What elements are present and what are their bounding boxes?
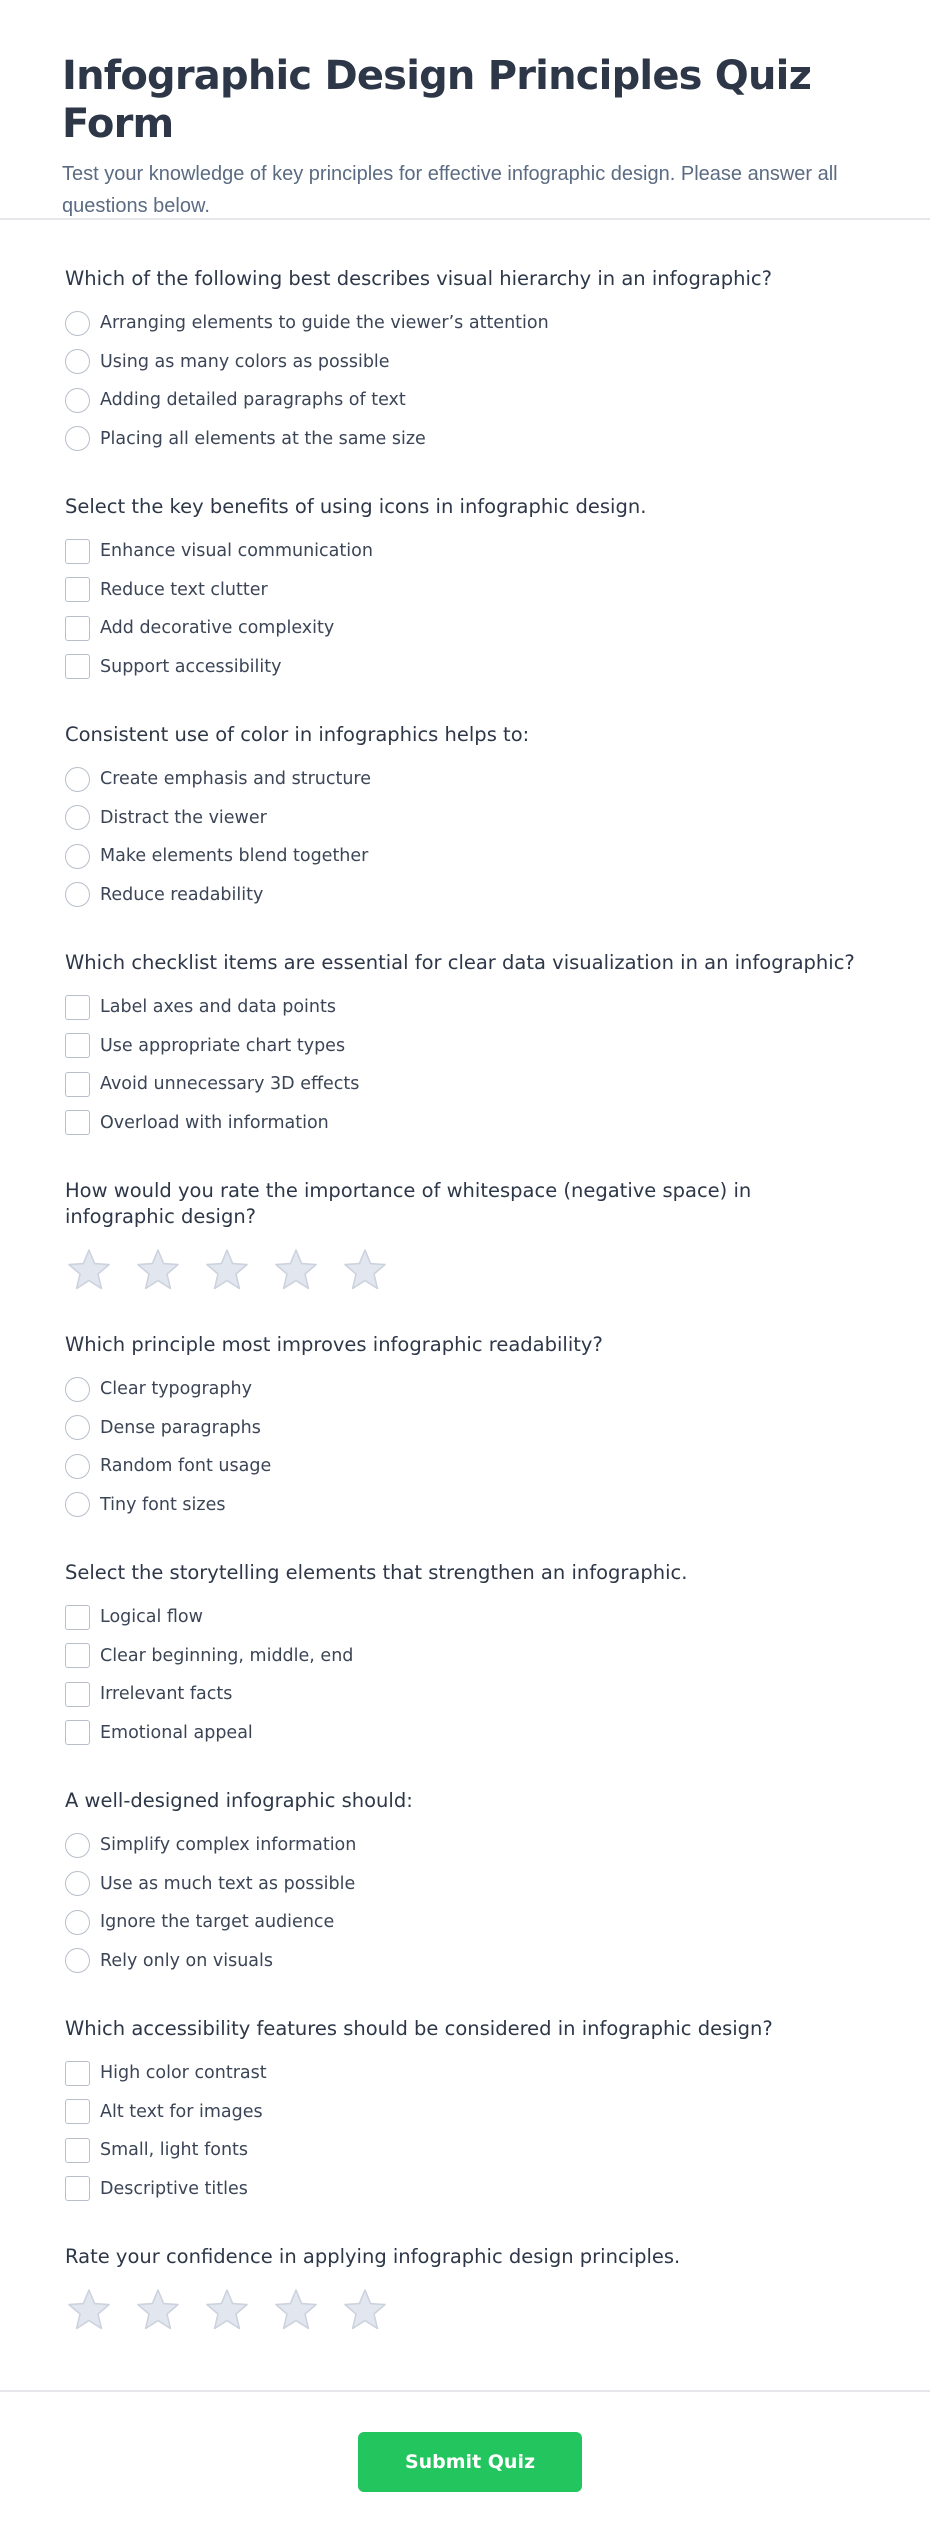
checkbox[interactable] <box>65 539 90 564</box>
option-label: Adding detailed paragraphs of text <box>100 390 406 411</box>
question-title: Select the storytelling elements that strengthen an infographic. <box>65 1561 688 1584</box>
option-label: Tiny font sizes <box>100 1494 226 1515</box>
star-rating <box>65 1242 930 1294</box>
radio-option[interactable] <box>65 381 930 420</box>
option-label: Clear beginning, middle, end <box>100 1645 354 1666</box>
checkbox[interactable] <box>65 1720 90 1745</box>
checkbox-option[interactable] <box>65 1598 930 1637</box>
question-title: Rate your confidence in applying infographic design principles. <box>65 2245 681 2268</box>
checkbox-option[interactable] <box>65 1065 930 1104</box>
option-label: Use appropriate chart types <box>100 1035 346 1056</box>
radio-option[interactable] <box>65 837 930 876</box>
option-label: Logical flow <box>100 1607 203 1628</box>
page-title: Infographic Design Principles Quiz Form <box>62 53 812 147</box>
option-label: Add decorative complexity <box>100 618 335 639</box>
question-5 <box>65 1178 930 1294</box>
radio-option[interactable] <box>65 343 930 382</box>
option-label: Small, light fonts <box>100 2140 249 2161</box>
checkbox[interactable] <box>65 1682 90 1707</box>
radio-option[interactable] <box>65 1409 930 1448</box>
radio-button[interactable] <box>65 1415 90 1440</box>
checkbox[interactable] <box>65 577 90 602</box>
option-label: Ignore the target audience <box>100 1912 335 1933</box>
radio-option[interactable] <box>65 876 930 915</box>
option-label: Overload with information <box>100 1112 329 1133</box>
radio-button[interactable] <box>65 1948 90 1973</box>
submit-quiz-button[interactable]: Submit Quiz <box>358 2432 582 2492</box>
question-10 <box>65 2244 930 2334</box>
option-label: Create emphasis and structure <box>100 769 372 790</box>
option-label: Enhance visual communication <box>100 541 373 562</box>
checkbox-option[interactable] <box>65 988 930 1027</box>
radio-option[interactable] <box>65 304 930 343</box>
radio-button[interactable] <box>65 844 90 869</box>
star-icon[interactable] <box>65 1246 113 1294</box>
star-icon[interactable] <box>272 2286 320 2334</box>
question-title: How would you rate the importance of whitespace (negative space) in infographic design? <box>65 1179 752 1228</box>
checkbox-option[interactable] <box>65 2054 930 2093</box>
question-8 <box>65 1788 930 1980</box>
option-label: Reduce text clutter <box>100 579 268 600</box>
checkbox-option[interactable] <box>65 648 930 687</box>
option-label: Random font usage <box>100 1456 272 1477</box>
option-label: Make elements blend together <box>100 846 369 867</box>
checkbox-option[interactable] <box>65 1027 930 1066</box>
radio-option[interactable] <box>65 1826 930 1865</box>
checkbox-option[interactable] <box>65 1714 930 1753</box>
option-label: Rely only on visuals <box>100 1950 273 1971</box>
radio-button[interactable] <box>65 1910 90 1935</box>
option-label: Use as much text as possible <box>100 1873 356 1894</box>
checkbox-option[interactable] <box>65 1675 930 1714</box>
radio-button[interactable] <box>65 426 90 451</box>
question-1 <box>65 266 930 458</box>
radio-button[interactable] <box>65 1492 90 1517</box>
radio-button[interactable] <box>65 1871 90 1896</box>
checkbox[interactable] <box>65 1643 90 1668</box>
question-title: Which of the following best describes visual hierarchy in an infographic? <box>65 267 773 290</box>
star-rating <box>65 2282 930 2334</box>
radio-option[interactable] <box>65 1865 930 1904</box>
option-label: Label axes and data points <box>100 997 336 1018</box>
radio-button[interactable] <box>65 767 90 792</box>
option-label: Dense paragraphs <box>100 1417 261 1438</box>
radio-option[interactable] <box>65 799 930 838</box>
star-icon[interactable] <box>341 1246 389 1294</box>
question-title: Consistent use of color in infographics helps to: <box>65 723 530 746</box>
checkbox[interactable] <box>65 1110 90 1135</box>
star-icon[interactable] <box>134 2286 182 2334</box>
option-label: Emotional appeal <box>100 1722 253 1743</box>
checkbox[interactable] <box>65 2099 90 2124</box>
page-subtitle: Test your knowledge of key principles for effective infographic design. Please answer all questions below. <box>62 163 838 217</box>
checkbox-option[interactable] <box>65 532 930 571</box>
checkbox[interactable] <box>65 995 90 1020</box>
question-title: Which accessibility features should be considered in infographic design? <box>65 2017 773 2040</box>
question-title: Which checklist items are essential for clear data visualization in an infographic? <box>65 951 855 974</box>
question-2 <box>65 494 930 686</box>
checkbox[interactable] <box>65 654 90 679</box>
option-label: Clear typography <box>100 1379 252 1400</box>
checkbox[interactable] <box>65 2138 90 2163</box>
radio-button[interactable] <box>65 1377 90 1402</box>
radio-button[interactable] <box>65 388 90 413</box>
option-label: Avoid unnecessary 3D effects <box>100 1074 360 1095</box>
checkbox[interactable] <box>65 1605 90 1630</box>
checkbox-option[interactable] <box>65 609 930 648</box>
question-9 <box>65 2016 930 2208</box>
radio-button[interactable] <box>65 1454 90 1479</box>
option-label: Irrelevant facts <box>100 1684 233 1705</box>
checkbox[interactable] <box>65 616 90 641</box>
checkbox[interactable] <box>65 2176 90 2201</box>
option-label: Alt text for images <box>100 2101 263 2122</box>
checkbox-option[interactable] <box>65 571 930 610</box>
radio-button[interactable] <box>65 349 90 374</box>
checkbox-option[interactable] <box>65 2170 930 2209</box>
option-label: Simplify complex information <box>100 1835 357 1856</box>
checkbox-option[interactable] <box>65 2093 930 2132</box>
radio-option[interactable] <box>65 1370 930 1409</box>
star-icon[interactable] <box>203 2286 251 2334</box>
radio-button[interactable] <box>65 311 90 336</box>
star-icon[interactable] <box>341 2286 389 2334</box>
star-icon[interactable] <box>203 1246 251 1294</box>
radio-button[interactable] <box>65 805 90 830</box>
questions-list <box>0 220 930 2334</box>
question-6 <box>65 1332 930 1524</box>
checkbox-option[interactable] <box>65 2131 930 2170</box>
form-footer <box>0 2390 930 2541</box>
checkbox[interactable] <box>65 2061 90 2086</box>
star-icon[interactable] <box>134 1246 182 1294</box>
radio-option[interactable] <box>65 420 930 459</box>
radio-option[interactable] <box>65 1903 930 1942</box>
radio-button[interactable] <box>65 1833 90 1858</box>
star-icon[interactable] <box>272 1246 320 1294</box>
question-4 <box>65 950 930 1142</box>
question-title: Which principle most improves infographic readability? <box>65 1333 603 1356</box>
checkbox[interactable] <box>65 1033 90 1058</box>
radio-option[interactable] <box>65 1447 930 1486</box>
option-label: Arranging elements to guide the viewer’s attention <box>100 313 549 334</box>
checkbox[interactable] <box>65 1072 90 1097</box>
star-icon[interactable] <box>65 2286 113 2334</box>
radio-option[interactable] <box>65 1942 930 1981</box>
form-header <box>0 0 930 220</box>
option-label: Using as many colors as possible <box>100 351 390 372</box>
option-label: Reduce readability <box>100 884 264 905</box>
radio-option[interactable] <box>65 1486 930 1525</box>
question-3 <box>65 722 930 914</box>
checkbox-option[interactable] <box>65 1104 930 1143</box>
radio-button[interactable] <box>65 882 90 907</box>
option-label: Placing all elements at the same size <box>100 428 426 449</box>
option-label: Descriptive titles <box>100 2178 248 2199</box>
option-label: Distract the viewer <box>100 807 267 828</box>
question-7 <box>65 1560 930 1752</box>
option-label: High color contrast <box>100 2063 267 2084</box>
checkbox-option[interactable] <box>65 1637 930 1676</box>
radio-option[interactable] <box>65 760 930 799</box>
option-label: Support accessibility <box>100 656 282 677</box>
question-title: A well-designed infographic should: <box>65 1789 413 1812</box>
question-title: Select the key benefits of using icons in infographic design. <box>65 495 647 518</box>
